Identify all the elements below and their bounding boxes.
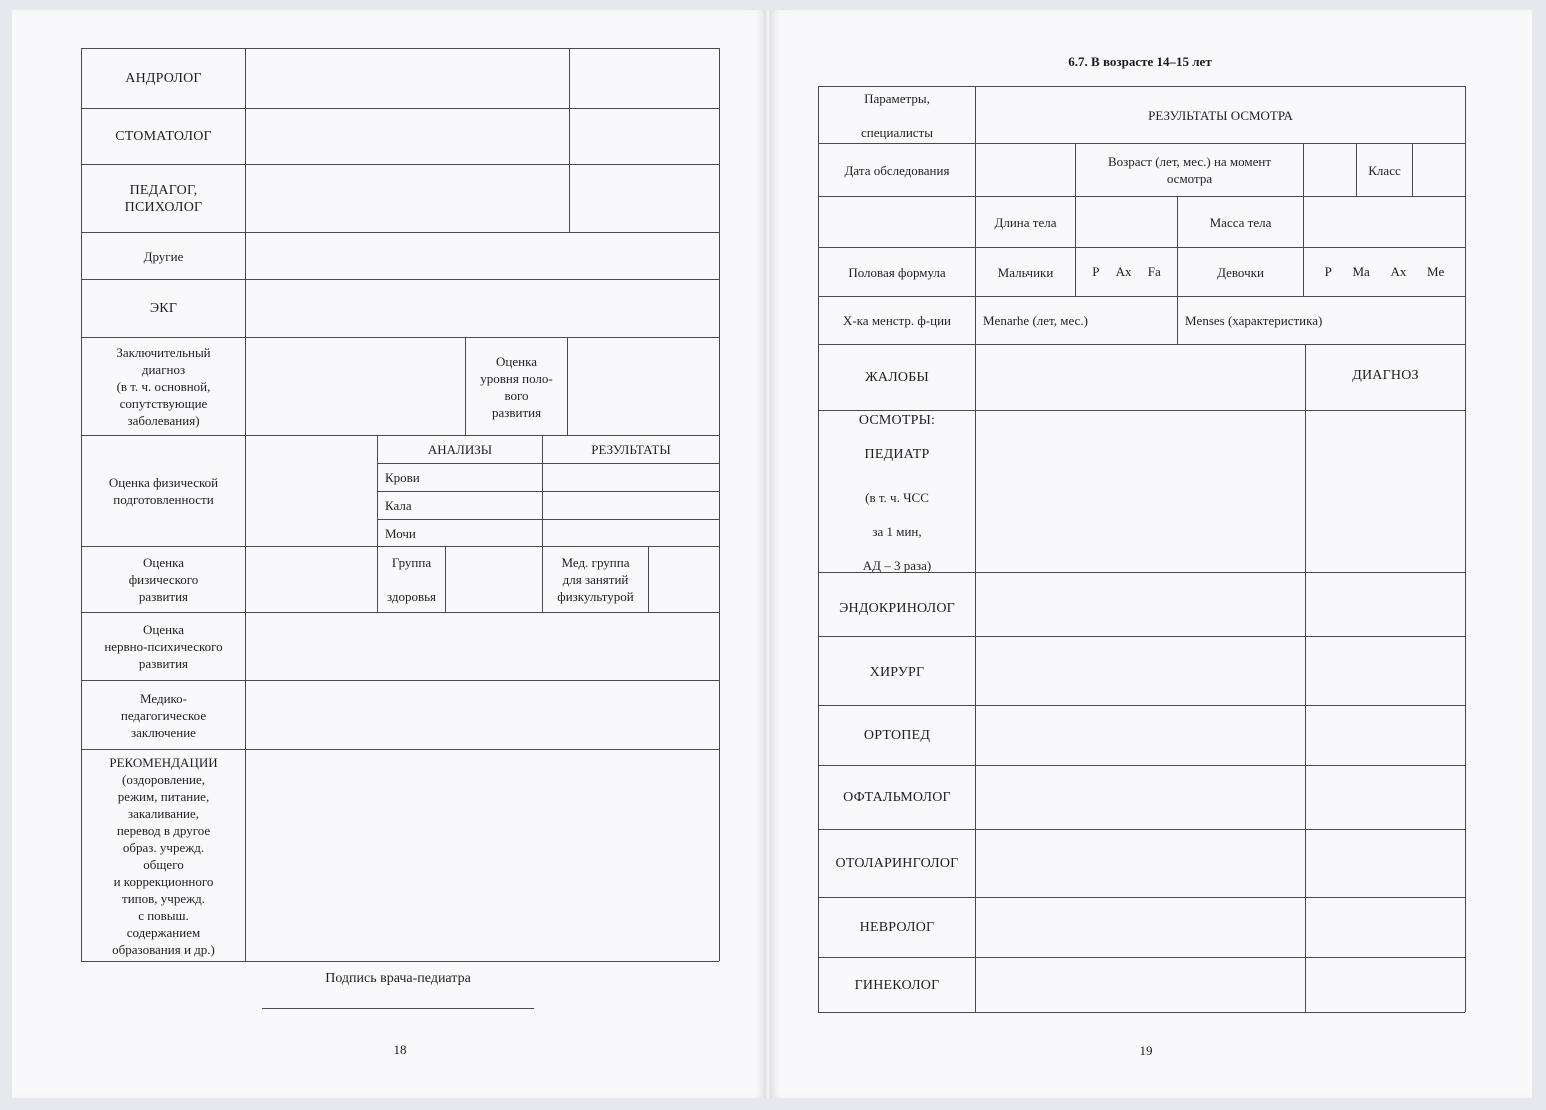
girls-formula <box>1304 248 1465 296</box>
signature-line <box>262 1008 534 1009</box>
blood-test-label: Крови <box>385 470 420 485</box>
ecg-label: ЭКГ <box>149 301 178 316</box>
page-number-left: 18 <box>393 1042 407 1057</box>
ophthalmologist-label: ОФТАЛЬМОЛОГ <box>843 790 951 805</box>
health-group-label: Группа здоровья <box>386 555 437 604</box>
physical-fitness-label: Оценка физической подготовленности <box>108 475 219 507</box>
otolaryngologist-label: ОТОЛАРИНГОЛОГ <box>835 856 959 871</box>
others-label: Другие <box>143 248 184 264</box>
andrologist-label: АНДРОЛОГ <box>125 71 202 86</box>
surgeon-label: ХИРУРГ <box>869 665 925 680</box>
exams-pediatrician-label: ОСМОТРЫ: ПЕДИАТР <box>858 412 936 462</box>
girls-formula-ax: Ax <box>1390 264 1407 279</box>
dentist-label: СТОМАТОЛОГ <box>115 129 212 144</box>
girls-formula-me: Me <box>1426 264 1445 279</box>
recommendations-label: РЕКОМЕНДАЦИИ (оздоровление, режим, питание, закаливание, перевод в другое образ. учрежд. общего и коррекционного типов, учрежд. с повыш. содержанием образования и др.) <box>109 754 218 957</box>
params-header: Параметры, специалисты <box>861 90 933 140</box>
neuro-development-label: Оценка нервно-психического развития <box>104 622 223 671</box>
teacher-psychologist-label: ПЕДАГОГ, ПСИХОЛОГ <box>124 182 203 215</box>
boys-formula-ax: Ax <box>1115 264 1132 279</box>
neurologist-label: НЕВРОЛОГ <box>859 920 935 935</box>
class-label: Класс <box>1368 162 1401 178</box>
orthopedist-label: ОРТОПЕД <box>863 728 931 743</box>
results-of-exam-header: РЕЗУЛЬТАТЫ ОСМОТРА <box>1148 107 1293 123</box>
tests-header: АНАЛИЗЫ <box>427 442 493 457</box>
final-diagnosis-label: Заключительный диагноз (в т. ч. основной, сопутствующие заболевания) <box>116 345 211 428</box>
sexual-development-label: Оценка уровня поло- вого развития <box>480 353 553 420</box>
boys-formula-p: P <box>1092 264 1100 279</box>
sex-formula-label: Половая формула <box>848 264 946 280</box>
menarche-label: Menarhe (лет, мес.) <box>983 313 1088 328</box>
complaints-label: ЖАЛОБЫ <box>865 370 929 385</box>
page-number-right: 19 <box>1139 1043 1153 1058</box>
boys-label: Мальчики <box>997 264 1054 280</box>
pe-group-label: Мед. группа для занятий физкультурой <box>557 555 634 604</box>
urine-test-label: Мочи <box>385 525 416 541</box>
signature-label: Подпись врача-педиатра <box>325 970 471 986</box>
diagnosis-label: ДИАГНОЗ <box>1352 367 1419 383</box>
body-mass-label: Масса тела <box>1209 214 1272 230</box>
exam-date-label: Дата обследования <box>844 162 950 178</box>
results-header: РЕЗУЛЬТАТЫ <box>591 442 671 457</box>
section-title: 6.7. В возрасте 14–15 лет <box>1068 54 1212 69</box>
girls-formula-p: P <box>1324 264 1332 279</box>
body-length-label: Длина тела <box>994 214 1057 230</box>
girls-formula-ma: Ma <box>1352 264 1370 279</box>
gynecologist-label: ГИНЕКОЛОГ <box>854 977 940 993</box>
stool-test-label: Кала <box>385 498 412 513</box>
physical-development-label: Оценка физического развития <box>128 555 199 604</box>
menstrual-function-label: Х-ка менстр. ф-ции <box>842 313 952 328</box>
girls-label: Девочки <box>1217 264 1264 280</box>
menses-label: Menses (характеристика) <box>1185 313 1323 328</box>
pediatrician-note: (в т. ч. ЧСС за 1 мин, АД – 3 раза) <box>862 489 932 573</box>
boys-formula <box>1076 248 1177 296</box>
med-ped-conclusion-label: Медико- педагогическое заключение <box>120 690 207 740</box>
age-at-exam-label: Возраст (лет, мес.) на момент осмотра <box>1107 154 1272 186</box>
endocrinologist-label: ЭНДОКРИНОЛОГ <box>839 600 955 616</box>
boys-formula-fa: Fa <box>1147 264 1161 279</box>
